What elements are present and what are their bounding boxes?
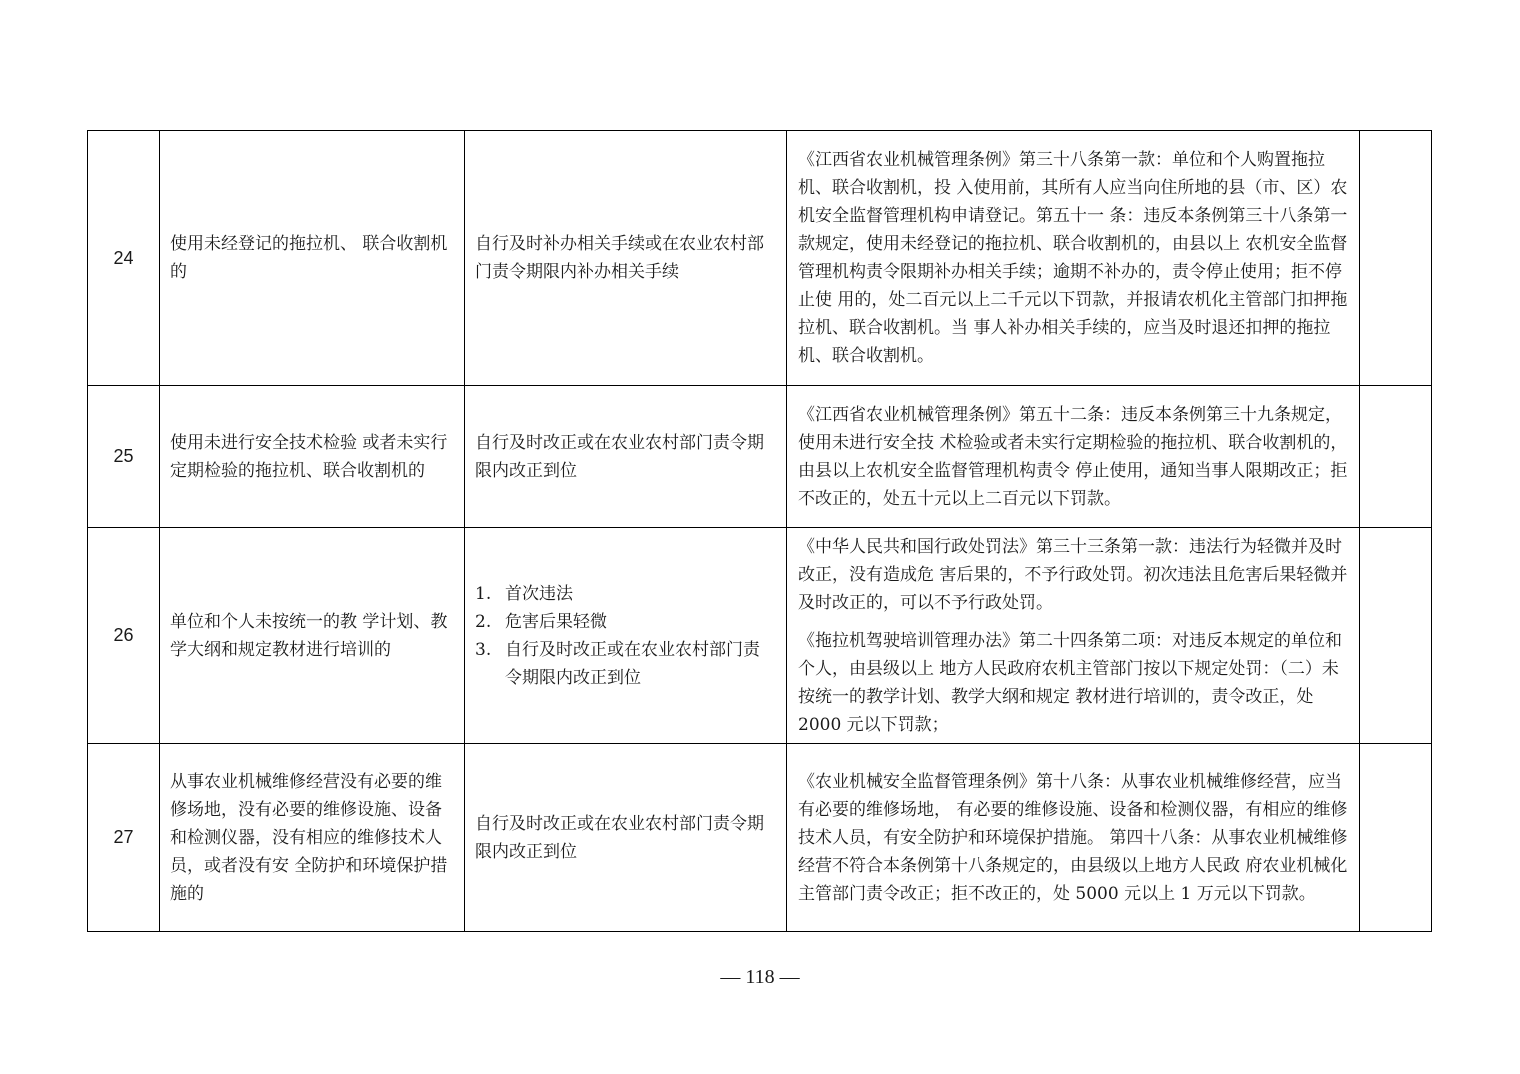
table-row: [88, 744, 1432, 932]
remarks-cell: [1360, 131, 1432, 386]
condition-cell: [465, 744, 787, 932]
condition-item: 3. 自行及时改正或在农业农村部门责令期限内改正到位: [475, 639, 760, 688]
legal-basis-text: 《江西省农业机械管理条例》第五十二条：违反本条例第三十九条规定，使用未进行安全技 术检验或者未实行定期检验的拖拉机、联合收割机的，由县以上农机安全监督管理机构责令 停止使用，通知当事人限期改正；拒不改正的，处五十元以上二百元以下罚款。: [798, 404, 1348, 509]
remarks-cell: [1360, 528, 1432, 744]
legal-basis-text: 《江西省农业机械管理条例》第三十八条第一款：单位和个人购置拖拉机、联合收割机，投 入使用前，其所有人应当向住所地的县（市、区）农机安全监督管理机构申请登记。第五十一 条：违反本条例第三十八条第一款规定，使用未经登记的拖拉机、联合收割机的，由县以上 农机安全监督管理机构责令限期补办相关手续；逾期不补办的，责令停止使用；拒不停止使 用的，处二百元以上二千元以下罚款，并报请农机化主管部门扣押拖拉机、联合收割机。当 事人补办相关手续的，应当及时退还扣押的拖拉机、联合收割机。: [798, 150, 1348, 366]
remarks-cell: [1360, 744, 1432, 932]
page-number: — 118 —: [720, 966, 800, 988]
condition-cell: [465, 131, 787, 386]
condition-list: [465, 580, 786, 692]
violation-cell: [160, 131, 465, 386]
row-number: 25: [88, 386, 160, 528]
legal-basis-cell: [787, 386, 1360, 528]
table-row: [88, 131, 1432, 386]
remarks-cell: [1360, 386, 1432, 528]
condition-cell: [465, 386, 787, 528]
table-row: [88, 386, 1432, 528]
condition-cell: [465, 528, 787, 744]
condition-item: 1. 首次违法: [475, 583, 573, 604]
penalty-table: [87, 130, 1432, 932]
legal-basis-cell: [787, 131, 1360, 386]
condition-text: 自行及时改正或在农业农村部门责令期限内改正到位: [475, 432, 764, 481]
violation-text: 使用未进行安全技术检验 或者未实行定期检验的拖拉机、联合收割机的: [170, 432, 448, 481]
violation-cell: [160, 744, 465, 932]
condition-item: 2. 危害后果轻微: [475, 611, 607, 632]
table-row: [88, 528, 1432, 744]
condition-text: 自行及时补办相关手续或在农业农村部门责令期限内补办相关手续: [475, 234, 764, 282]
violation-text: 使用未经登记的拖拉机、 联合收割机的: [170, 234, 448, 282]
condition-text: 自行及时改正或在农业农村部门责令期限内改正到位: [475, 813, 764, 862]
row-number: 27: [88, 744, 160, 932]
row-number: 26: [88, 528, 160, 744]
violation-text: 从事农业机械维修经营没有必要的维修场地，没有必要的维修设施、设备和检测仪器，没有相应的维修技术人员，或者没有安 全防护和环境保护措施的: [170, 771, 448, 904]
violation-text: 单位和个人未按统一的教 学计划、教学大纲和规定教材进行培训的: [170, 611, 448, 660]
violation-cell: [160, 386, 465, 528]
violation-cell: [160, 528, 465, 744]
legal-basis-cell: [787, 528, 1360, 744]
legal-basis-cell: [787, 744, 1360, 932]
legal-basis-text: 《中华人民共和国行政处罚法》第三十三条第一款：违法行为轻微并及时改正，没有造成危 害后果的，不予行政处罚。初次违法且危害后果轻微并及时改正的，可以不予行政处罚。: [798, 536, 1348, 613]
row-number: 24: [88, 131, 160, 386]
legal-basis-text: 《拖拉机驾驶培训管理办法》第二十四条第二项：对违反本规定的单位和个人，由县级以上 地方人民政府农机主管部门按以下规定处罚：（二）未按统一的教学计划、教学大纲和规定 教材进行培训的，责令改正，处 2000 元以下罚款；: [798, 630, 1342, 735]
legal-basis-text: 《农业机械安全监督管理条例》第十八条：从事农业机械维修经营，应当有必要的维修场地， 有必要的维修设施、设备和检测仪器，有相应的维修技术人员，有安全防护和环境保护措施。 第四十八条：从事农业机械维修经营不符合本条例第十八条规定的，由县级以上地方人民政 府农业机械化主管部门责令改正；拒不改正的，处 5000 元以上 1 万元以下罚款。: [798, 771, 1348, 904]
